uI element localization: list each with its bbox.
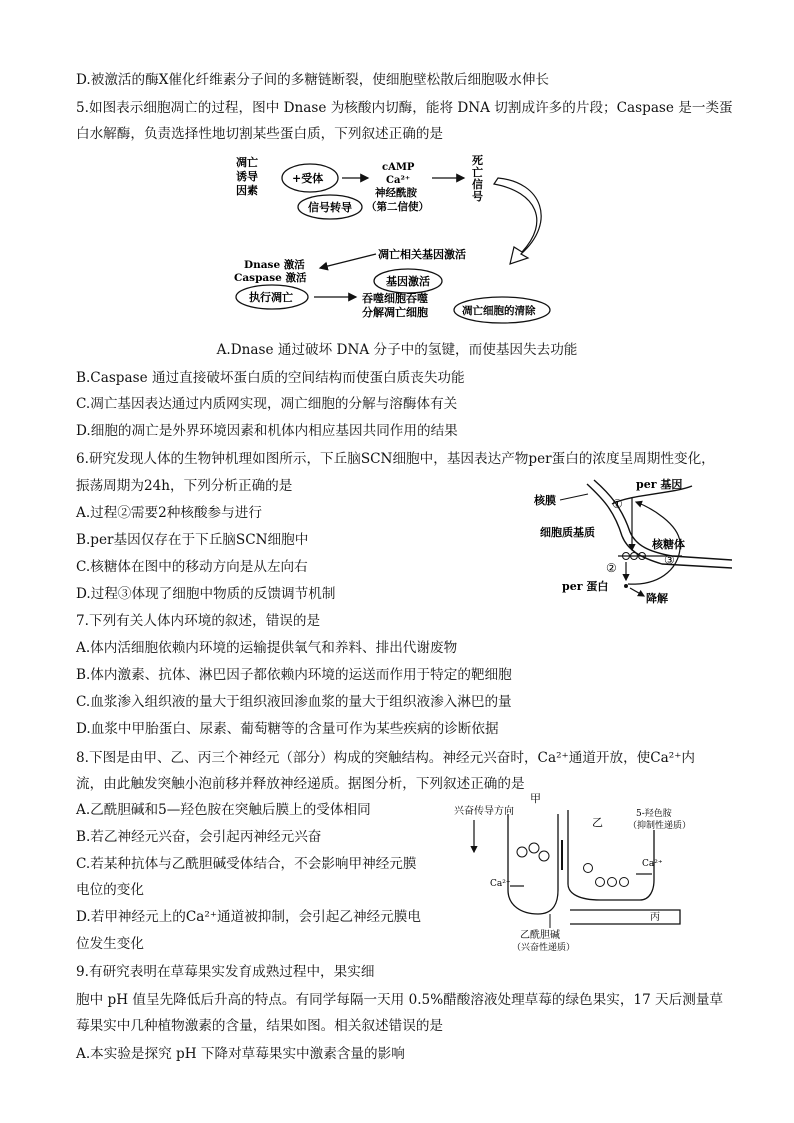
death-signal-label: 号	[472, 190, 483, 203]
ca-right-label: Ca²⁺	[642, 859, 663, 869]
clearance-label: 凋亡细胞的清除	[462, 305, 536, 317]
ach-label: 乙酰胆碱	[520, 930, 560, 941]
question-5-stem: 白水解酶，负责选择性地切割某些蛋白质，下列叙述正确的是	[76, 126, 444, 142]
biological-clock-diagram	[532, 476, 732, 606]
apoptosis-diagram	[232, 152, 562, 332]
text-line: D.被激活的酶X催化纤维素分子间的多糖链断裂，使细胞壁松散后细胞吸水伸长	[76, 72, 550, 88]
phagocyte-label: 分解凋亡细胞	[362, 306, 428, 319]
question-8-stem: 8.下图是由甲、乙、丙三个神经元（部分）构成的突触结构。神经元兴奋时，Ca²⁺通道开放，使Ca²⁺内	[76, 750, 695, 766]
question-9-stem: 胞中 pH 值呈先降低后升高的特点。有同学每隔一天用 0.5%醋酸溶液处理草莓的绿色果实，17 天后测量草	[76, 992, 724, 1008]
inducer-label: 诱导	[236, 170, 258, 183]
option-6a: A.过程②需要2种核酸参与进行	[76, 505, 262, 521]
neuron-bing	[570, 910, 680, 924]
question-6-stem: 6.研究发现人体的生物钟机理如图所示，下丘脑SCN细胞中，基因表达产物per蛋白的浓度呈周期性变化，	[76, 451, 715, 467]
inducer-label: 凋亡	[236, 156, 258, 169]
death-signal-label: 死	[472, 154, 483, 167]
option-7d: D.血浆中甲胎蛋白、尿素、葡萄糖等的含量可作为某些疾病的诊断依据	[76, 721, 499, 737]
neuron-yi-label: 乙	[592, 816, 603, 829]
caspase-label: Caspase 激活	[234, 272, 307, 284]
option-8a: A.乙酰胆碱和5—羟色胺在突触后膜上的受体相同	[76, 802, 371, 818]
degrade-label: 降解	[646, 592, 668, 605]
option-8d: D.若甲神经元上的Ca²⁺通道被抑制，会引起乙神经元膜电	[76, 909, 421, 925]
question-6-stem: 振荡周期为24h，下列分析正确的是	[76, 478, 293, 494]
gene-activation-label: 基因激活	[386, 275, 430, 288]
neuron-bing-label: 丙	[650, 912, 660, 923]
option-8c: 电位的变化	[76, 882, 144, 898]
synapse-diagram	[450, 790, 710, 952]
option-5d: D.细胞的凋亡是外界环境因素和机体内相应基因共同作用的结果	[76, 423, 458, 439]
second-messenger-label: （第二信使）	[366, 201, 429, 213]
neuron-jia	[508, 814, 558, 914]
receptor-label: +受体	[292, 172, 324, 185]
ach-label: （兴奋性递质）	[512, 943, 576, 952]
step-2-label: ②	[606, 561, 617, 575]
phagocyte-label: 吞噬细胞吞噬	[362, 292, 428, 305]
option-8d: 位发生变化	[76, 936, 144, 952]
option-6b: B.per基因仅存在于下丘脑SCN细胞中	[76, 532, 309, 548]
question-9-stem: 9.有研究表明在草莓果实发育成熟过程中，果实细	[76, 964, 375, 980]
option-5b: B.Caspase 通过直接破坏蛋白质的空间结构而使蛋白质丧失功能	[76, 370, 465, 386]
serotonin-label: 5-羟色胺	[636, 809, 672, 819]
option-5c: C.凋亡基因表达通过内质网实现，凋亡细胞的分解与溶酶体有关	[76, 396, 458, 412]
option-7c: C.血浆渗入组织液的量大于组织液回渗血浆的量大于组织液渗入淋巴的量	[76, 694, 512, 710]
ca-left-label: Ca²⁺	[490, 879, 511, 889]
per-gene-label: per 基因	[636, 478, 683, 491]
direction-label: 兴奋传导方向	[454, 806, 514, 817]
ribosome-label: 核糖体	[652, 538, 685, 551]
death-signal-label: 亡	[472, 166, 483, 179]
question-8-stem: 流，由此触发突触小泡前移并释放神经递质。据图分析，下列叙述正确的是	[76, 776, 525, 792]
messenger-label: Ca²⁺	[386, 175, 411, 186]
question-7-stem: 7.下列有关人体内环境的叙述，错误的是	[76, 613, 321, 629]
cytoplasm-label: 细胞质基质	[540, 526, 595, 539]
option-8b: B.若乙神经元兴奋，会引起丙神经元兴奋	[76, 829, 322, 845]
apoptosis-gene-label: 凋亡相关基因激活	[378, 248, 466, 261]
question-5-stem: 5.如图表示细胞凋亡的过程，图中 Dnase 为核酸内切酶，能将 DNA 切割成许多的片段；Caspase 是一类蛋	[76, 100, 733, 116]
messenger-label: 神经酰胺	[375, 187, 417, 199]
question-9-stem: 莓果实中几种植物激素的含量，结果如图。相关叙述错误的是	[76, 1018, 444, 1034]
nuclear-membrane-label: 核膜	[534, 494, 556, 507]
option-6d: D.过程③体现了细胞中物质的反馈调节机制	[76, 586, 336, 602]
inducer-label: 因素	[236, 184, 258, 197]
option-7b: B.体内激素、抗体、淋巴因子都依赖内环境的运送而作用于特定的靶细胞	[76, 667, 512, 683]
option-6c: C.核糖体在图中的移动方向是从左向右	[76, 559, 308, 575]
option-5a: A.Dnase 通过破坏 DNA 分子中的氢键，而使基因失去功能	[216, 342, 578, 358]
per-protein-label: per 蛋白	[562, 580, 609, 593]
messenger-label: cAMP	[382, 162, 415, 173]
curved-arrow	[494, 178, 541, 264]
serotonin-label: （抑制性递质）	[628, 821, 692, 831]
option-9a: A.本实验是探究 pH 下降对草莓果实中激素含量的影响	[76, 1046, 405, 1062]
neuron-jia-label: 甲	[530, 792, 541, 805]
death-signal-label: 信	[472, 178, 483, 191]
execute-label: 执行凋亡	[249, 291, 293, 304]
dnase-label: Dnase 激活	[244, 259, 305, 271]
signal-transduction-label: 信号转导	[308, 201, 352, 214]
step-3-label: ③	[664, 553, 675, 567]
option-8c: C.若某种抗体与乙酰胆碱受体结合，不会影响甲神经元膜	[76, 856, 417, 872]
option-7a: A.体内活细胞依赖内环境的运输提供氧气和养料、排出代谢废物	[76, 640, 458, 656]
step-1-label: ①	[612, 497, 623, 511]
